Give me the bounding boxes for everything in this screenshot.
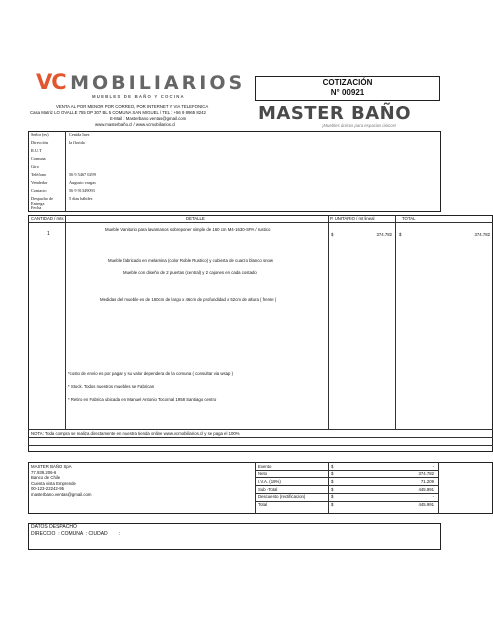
- company-info-line-4: www.masterbaño.cl / www.vcmobiliarios.cl: [95, 122, 176, 127]
- dispatch-title: DATOS DESPACHO: [31, 524, 77, 530]
- bank-line: Banco de Chile: [31, 475, 61, 480]
- detail-line-1: Mueble Vanitorio para lavamanos sobreponer simple de 160 cm M4-1630-SPA / rustico: [105, 227, 271, 232]
- client-label: Vendedor: [31, 180, 48, 185]
- item-total-currency: $: [399, 232, 402, 237]
- totals-value: 374.782: [418, 471, 434, 477]
- client-label: Teléfono: [31, 172, 47, 177]
- totals-value: -: [432, 494, 434, 500]
- client-value: Augusto vargas: [69, 180, 96, 185]
- totals-currency: $: [331, 471, 334, 477]
- client-label: Comuna: [31, 156, 46, 161]
- client-label: Señor (es): [31, 132, 49, 137]
- company-info-line-1: VENTA AL POR MENOR POR CORREO, POR INTERNET Y VIA TELEFONICA: [56, 104, 209, 109]
- dispatch-line: DIRECCIO : COMUNA : CIUDAD :: [31, 531, 121, 537]
- client-label: Fecha: [31, 205, 42, 210]
- detail-line-3: Mueble con diseño de 2 puertas (central) y 2 cajones en cada costado: [123, 270, 257, 275]
- client-value: la florida: [69, 140, 85, 145]
- totals-value: 445.991: [418, 486, 434, 492]
- bank-line: 77.939.206-6: [31, 469, 57, 475]
- footer-note: NOTA: Toda compra se realiza directamente en nuestra tienda online www.vcmobiliarios.cl y se paga el 100%: [31, 431, 240, 436]
- vc-logo: [36, 70, 245, 94]
- item-unit-price: 374.782: [376, 232, 392, 237]
- vc-tagline: MUEBLES DE BAÑO Y COCINA: [92, 94, 185, 99]
- bank-line: masterbano.ventas@gmail.com: [31, 491, 92, 497]
- totals-currency: $: [331, 494, 334, 500]
- note-line-2: * Stock. Todos nuestros muebles se Fabrican: [68, 384, 155, 389]
- detail-line-2: Mueble fabricado en melamina (color Roble Rustico) y cubierta de cuarzo blanco snow: [108, 258, 274, 263]
- note-line-3: * Retiro en Fabrica ubicada en Manuel Antonio Tocornal 1958 Santiago centro: [68, 397, 217, 402]
- quote-title: COTIZACIÓN: [322, 78, 373, 87]
- company-info-line-2: Casa Matriz LO OVALLE 755 DP 307 BL 5 COMUNA SAN MIGUEL / TEL : +56 9 8965 8242: [30, 110, 206, 115]
- totals-label: I.V.A. (19%): [258, 478, 281, 484]
- col-header-detail: DETALLE: [186, 216, 205, 221]
- col-header-unit: P. UNITARIO / mt lineal: [330, 216, 375, 221]
- item-unit-currency: $: [331, 232, 334, 237]
- client-value: 56 9 5467 0299: [69, 172, 96, 177]
- col-header-qty: CANTIDAD / mts: [31, 216, 64, 221]
- totals-currency: $: [331, 486, 334, 492]
- quote-number: N° 00921: [330, 88, 365, 97]
- col-header-total: TOTAL: [402, 216, 416, 221]
- totals-label: Sub -Total: [258, 486, 278, 492]
- totals-value: 71.209: [420, 478, 434, 484]
- totals-label: Exento: [258, 463, 272, 469]
- client-label: Contacto: [31, 188, 47, 193]
- master-bano-logo: MASTER BAÑO: [258, 103, 412, 124]
- client-label: Giro: [31, 164, 39, 169]
- totals-currency: $: [331, 463, 334, 469]
- detail-line-4: Medidas del mueble es de 160cm de largo x 46cm de profundidad x 52cm de altura ( frente ): [100, 297, 277, 302]
- vc-logo-name: MOBILIARIOS: [70, 72, 246, 94]
- client-value: Cenida Ines: [69, 132, 90, 137]
- client-label: Despacho de Entrega: [31, 196, 54, 206]
- client-value: 5 dias hábiles: [69, 196, 93, 201]
- bank-line: MASTER BAÑO SpA: [31, 464, 72, 469]
- totals-label: Descuento (rectificacion): [258, 494, 306, 500]
- bank-line: 00-123-22242-95: [31, 486, 64, 491]
- client-label: R.U.T: [31, 148, 42, 153]
- client-label: Dirección: [31, 140, 48, 145]
- item-total-price: 374.782: [474, 232, 490, 237]
- item-qty: 1: [47, 231, 50, 237]
- note-line-1: *costo de envío es por pagar y su valor dependera de la comuna ( consultar via wsap ): [68, 371, 234, 376]
- company-info-line-3: E-Mail : Masterbano.ventas@gmail.com: [110, 116, 187, 121]
- bank-line: Cuenta vista Emprende: [31, 480, 76, 486]
- totals-currency: $: [331, 478, 334, 484]
- totals-value: 445.991: [418, 502, 434, 507]
- items-table: [28, 215, 493, 452]
- totals-label: Total: [258, 502, 268, 507]
- totals-right-border: [438, 462, 439, 514]
- master-bano-slogan: ¡Muebles únicos para espacios únicos!: [322, 123, 397, 128]
- totals-value: -: [432, 463, 434, 469]
- vc-logo-letters: VC: [36, 70, 66, 94]
- totals-currency: $: [331, 502, 334, 507]
- totals-label: Neto: [258, 471, 268, 477]
- client-value: 56 9 91349093: [69, 188, 95, 193]
